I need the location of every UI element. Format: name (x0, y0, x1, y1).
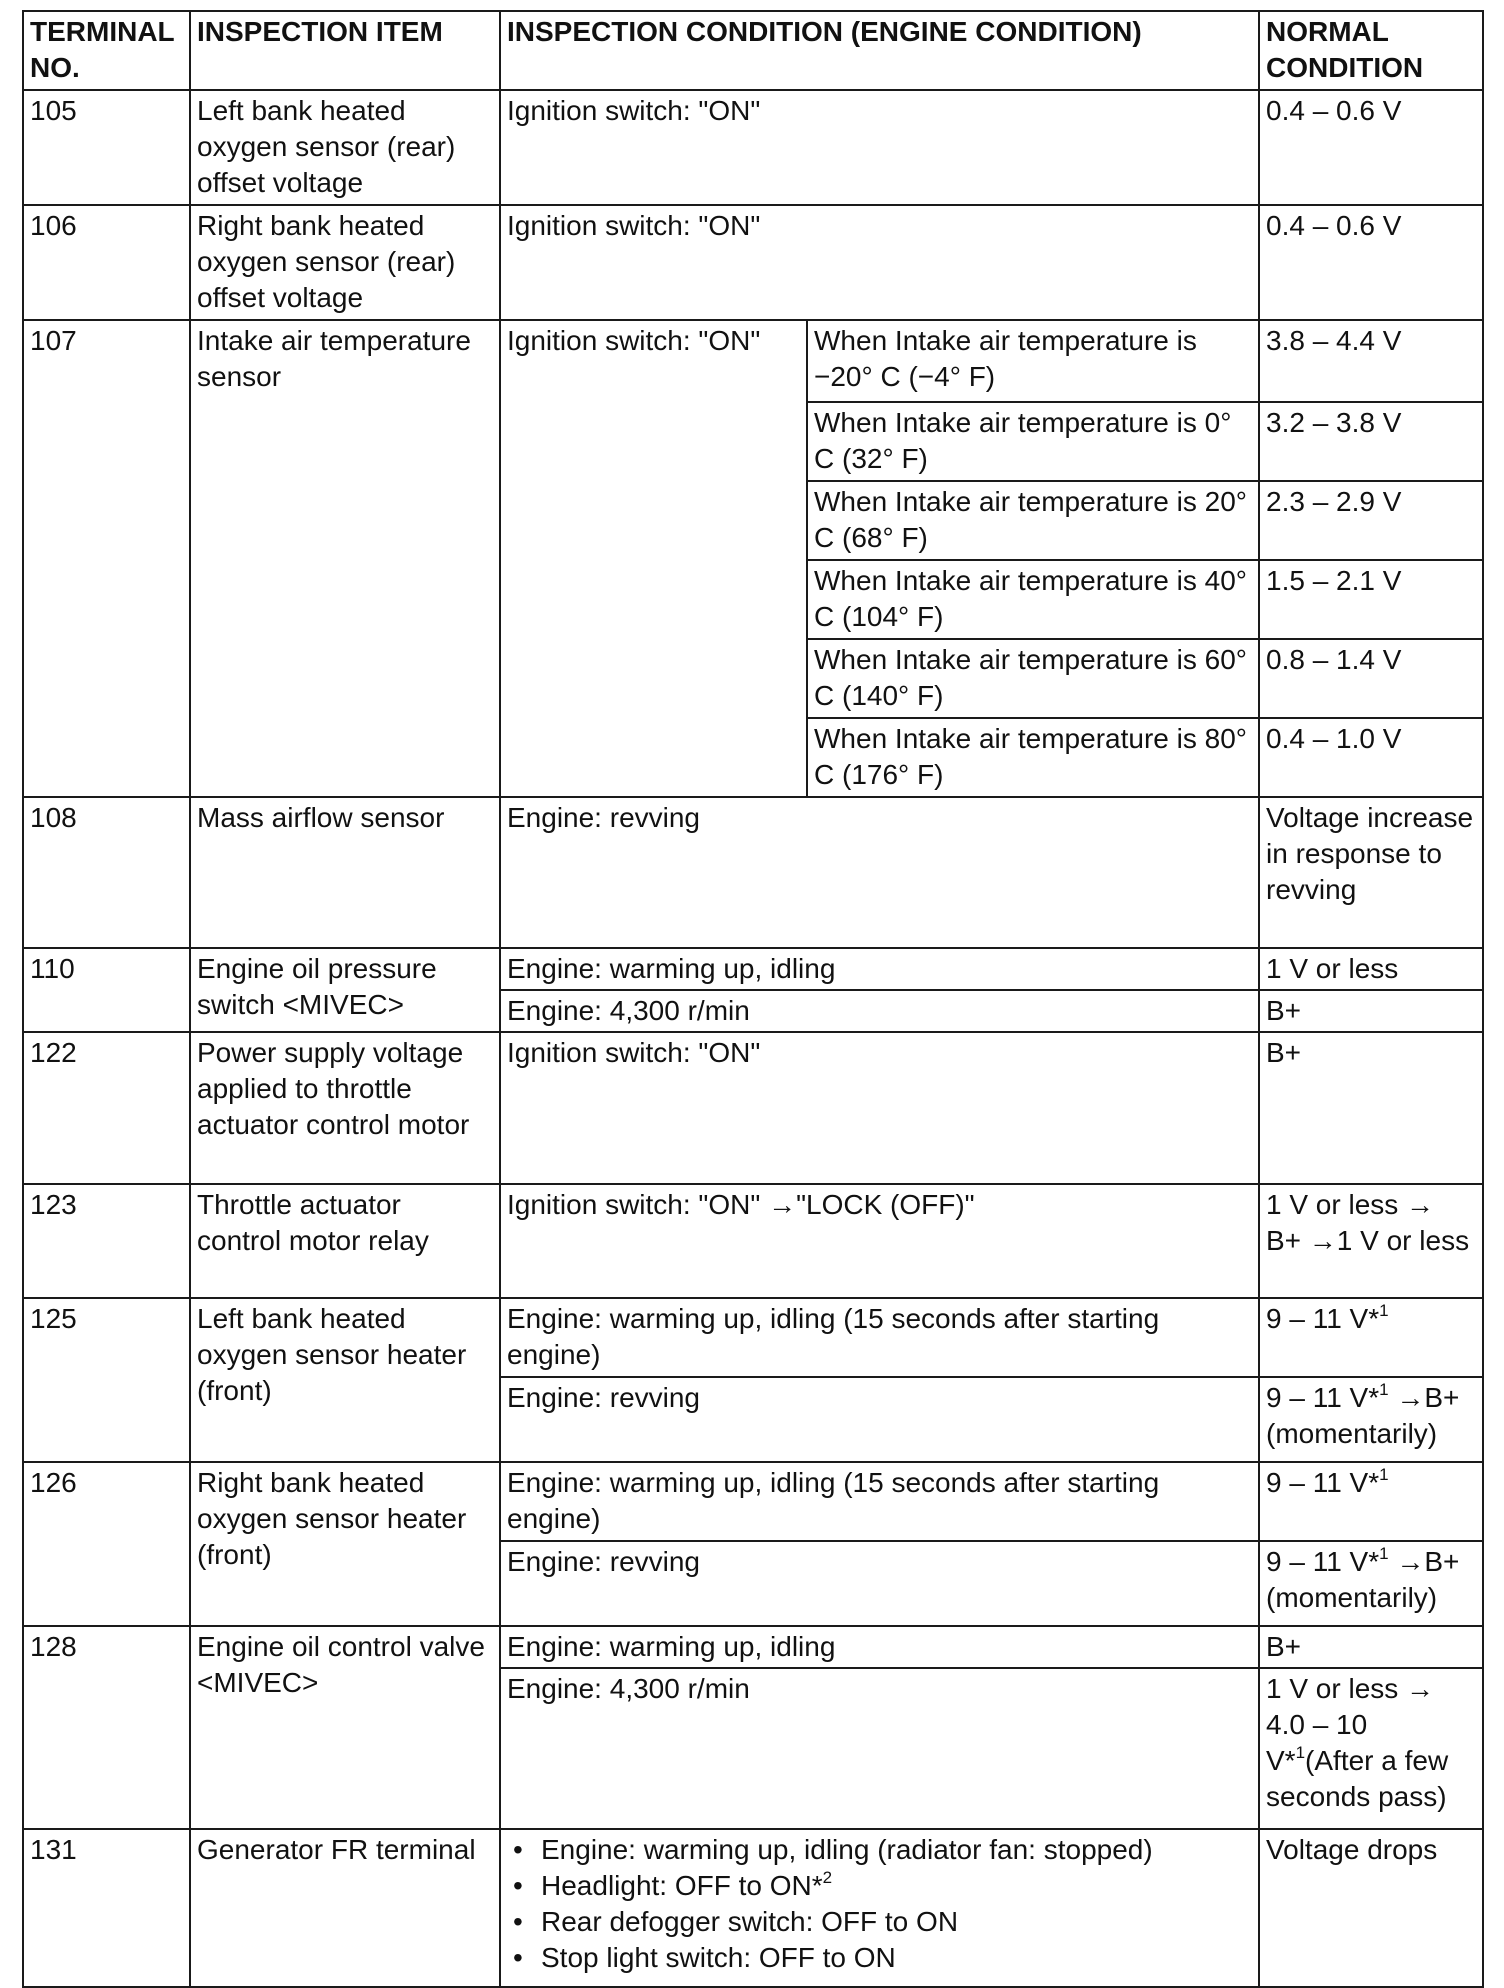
normal-cell: 3.8 – 4.4 V (1259, 320, 1483, 402)
condition-cell: Ignition switch: "ON" (500, 205, 1259, 320)
terminal-cell: 126 (23, 1462, 190, 1626)
footnote-marker: 1 (1295, 1743, 1306, 1762)
table-row (23, 1032, 1483, 1184)
item-cell: Throttle actuator control motor relay (190, 1184, 500, 1298)
sub-condition-cell: When Intake air temperature is −20° C (−4° F) (807, 320, 1259, 402)
header-terminal-no: TERMINAL NO. (23, 11, 190, 90)
normal-cell (1259, 1377, 1483, 1462)
table-row (23, 90, 1483, 205)
table-row (23, 1462, 1483, 1541)
table-row (23, 948, 1483, 990)
normal-text: 1 V or less → 4.0 – 10 V* (1266, 1673, 1435, 1776)
terminal-cell: 110 (23, 948, 190, 1032)
normal-cell: B+ (1259, 990, 1483, 1032)
table-row (23, 1626, 1483, 1668)
normal-cell (1259, 1298, 1483, 1377)
normal-text: 9 – 11 V* (1266, 1546, 1380, 1577)
item-cell: Intake air temperature sensor (190, 320, 500, 797)
condition-cell: Ignition switch: "ON" →"LOCK (OFF)" (500, 1184, 1259, 1298)
sub-condition-cell: When Intake air temperature is 80° C (176° F) (807, 718, 1259, 797)
terminal-cell: 107 (23, 320, 190, 797)
item-cell: Engine oil control valve <MIVEC> (190, 1626, 500, 1829)
terminal-cell: 131 (23, 1829, 190, 1987)
list-item: • Stop light switch: OFF to ON (507, 1940, 1250, 1976)
item-cell: Mass airflow sensor (190, 797, 500, 948)
normal-cell: 1.5 – 2.1 V (1259, 560, 1483, 639)
terminal-cell: 105 (23, 90, 190, 205)
table-row (23, 320, 1483, 402)
terminal-cell: 123 (23, 1184, 190, 1298)
sub-condition-cell: When Intake air temperature is 40° C (104° F) (807, 560, 1259, 639)
sub-condition-cell: When Intake air temperature is 20° C (68° F) (807, 481, 1259, 560)
normal-text-cont: →B+ (momentarily) (1266, 1382, 1460, 1449)
footnote-marker: 1 (1379, 1544, 1389, 1563)
normal-text: 9 – 11 V* (1266, 1303, 1380, 1334)
item-cell: Right bank heated oxygen sensor heater (front) (190, 1462, 500, 1626)
normal-cell: 0.4 – 0.6 V (1259, 90, 1483, 205)
normal-cell: B+ (1259, 1626, 1483, 1668)
normal-cell: Voltage drops (1259, 1829, 1483, 1987)
condition-bullet-list (507, 1832, 1250, 1976)
terminal-cell: 125 (23, 1298, 190, 1462)
terminal-cell: 108 (23, 797, 190, 948)
condition-cell: Engine: revving (500, 1377, 1259, 1462)
normal-cell: B+ (1259, 1032, 1483, 1184)
normal-cell: 0.8 – 1.4 V (1259, 639, 1483, 718)
condition-cell: Engine: warming up, idling (500, 1626, 1259, 1668)
normal-cell: 1 V or less → B+ →1 V or less (1259, 1184, 1483, 1298)
normal-cell: 2.3 – 2.9 V (1259, 481, 1483, 560)
condition-cell: Engine: 4,300 r/min (500, 1668, 1259, 1829)
table-row (23, 797, 1483, 948)
table-row (23, 1829, 1483, 1987)
footnote-marker: 1 (1379, 1465, 1389, 1484)
sub-condition-cell: When Intake air temperature is 0° C (32° F) (807, 402, 1259, 481)
condition-cell: Ignition switch: "ON" (500, 1032, 1259, 1184)
terminal-cell: 122 (23, 1032, 190, 1184)
inspection-table (22, 10, 1484, 1988)
item-cell: Left bank heated oxygen sensor (rear) offset voltage (190, 90, 500, 205)
normal-cell: 3.2 – 3.8 V (1259, 402, 1483, 481)
table-row (23, 1298, 1483, 1377)
condition-cell: Ignition switch: "ON" (500, 90, 1259, 205)
list-item: • Rear defogger switch: OFF to ON (507, 1904, 1250, 1940)
condition-cell: Engine: revving (500, 1541, 1259, 1626)
normal-text: 9 – 11 V* (1266, 1467, 1380, 1498)
header-inspection-item: INSPECTION ITEM (190, 11, 500, 90)
normal-cell: Voltage increase in response to revving (1259, 797, 1483, 948)
condition-cell: Engine: 4,300 r/min (500, 990, 1259, 1032)
list-item (507, 1868, 1250, 1904)
normal-cell: 0.4 – 0.6 V (1259, 205, 1483, 320)
footnote-marker: 1 (1379, 1380, 1389, 1399)
terminal-cell: 106 (23, 205, 190, 320)
header-normal-condition: NORMAL CONDITION (1259, 11, 1483, 90)
sub-condition-cell: When Intake air temperature is 60° C (140° F) (807, 639, 1259, 718)
normal-text: 9 – 11 V* (1266, 1382, 1380, 1413)
item-cell: Left bank heated oxygen sensor heater (front) (190, 1298, 500, 1462)
normal-cell (1259, 1462, 1483, 1541)
condition-cell: Engine: warming up, idling (15 seconds after starting engine) (500, 1462, 1259, 1541)
normal-cell: 1 V or less (1259, 948, 1483, 990)
table-row (23, 1184, 1483, 1298)
footnote-marker: 1 (1379, 1301, 1389, 1320)
condition-cell: Engine: revving (500, 797, 1259, 948)
normal-cell: 0.4 – 1.0 V (1259, 718, 1483, 797)
header-inspection-condition: INSPECTION CONDITION (ENGINE CONDITION) (500, 11, 1259, 90)
normal-text-cont: →B+ (momentarily) (1266, 1546, 1460, 1613)
item-cell: Generator FR terminal (190, 1829, 500, 1987)
condition-cell: Engine: warming up, idling (500, 948, 1259, 990)
footnote-marker: 2 (822, 1868, 833, 1887)
condition-cell: Engine: warming up, idling (15 seconds after starting engine) (500, 1298, 1259, 1377)
terminal-cell: 128 (23, 1626, 190, 1829)
list-item-text: Headlight: OFF to ON* (541, 1870, 823, 1901)
list-item: • Engine: warming up, idling (radiator fan: stopped) (507, 1832, 1250, 1868)
condition-cell (500, 1829, 1259, 1987)
item-cell: Right bank heated oxygen sensor (rear) offset voltage (190, 205, 500, 320)
table-header-row (23, 11, 1483, 90)
item-cell: Engine oil pressure switch <MIVEC> (190, 948, 500, 1032)
normal-text-cont: (After a few seconds pass) (1266, 1745, 1449, 1812)
table-row (23, 205, 1483, 320)
condition-cell: Ignition switch: "ON" (500, 320, 807, 797)
normal-cell (1259, 1668, 1483, 1829)
normal-cell (1259, 1541, 1483, 1626)
item-cell: Power supply voltage applied to throttle actuator control motor (190, 1032, 500, 1184)
